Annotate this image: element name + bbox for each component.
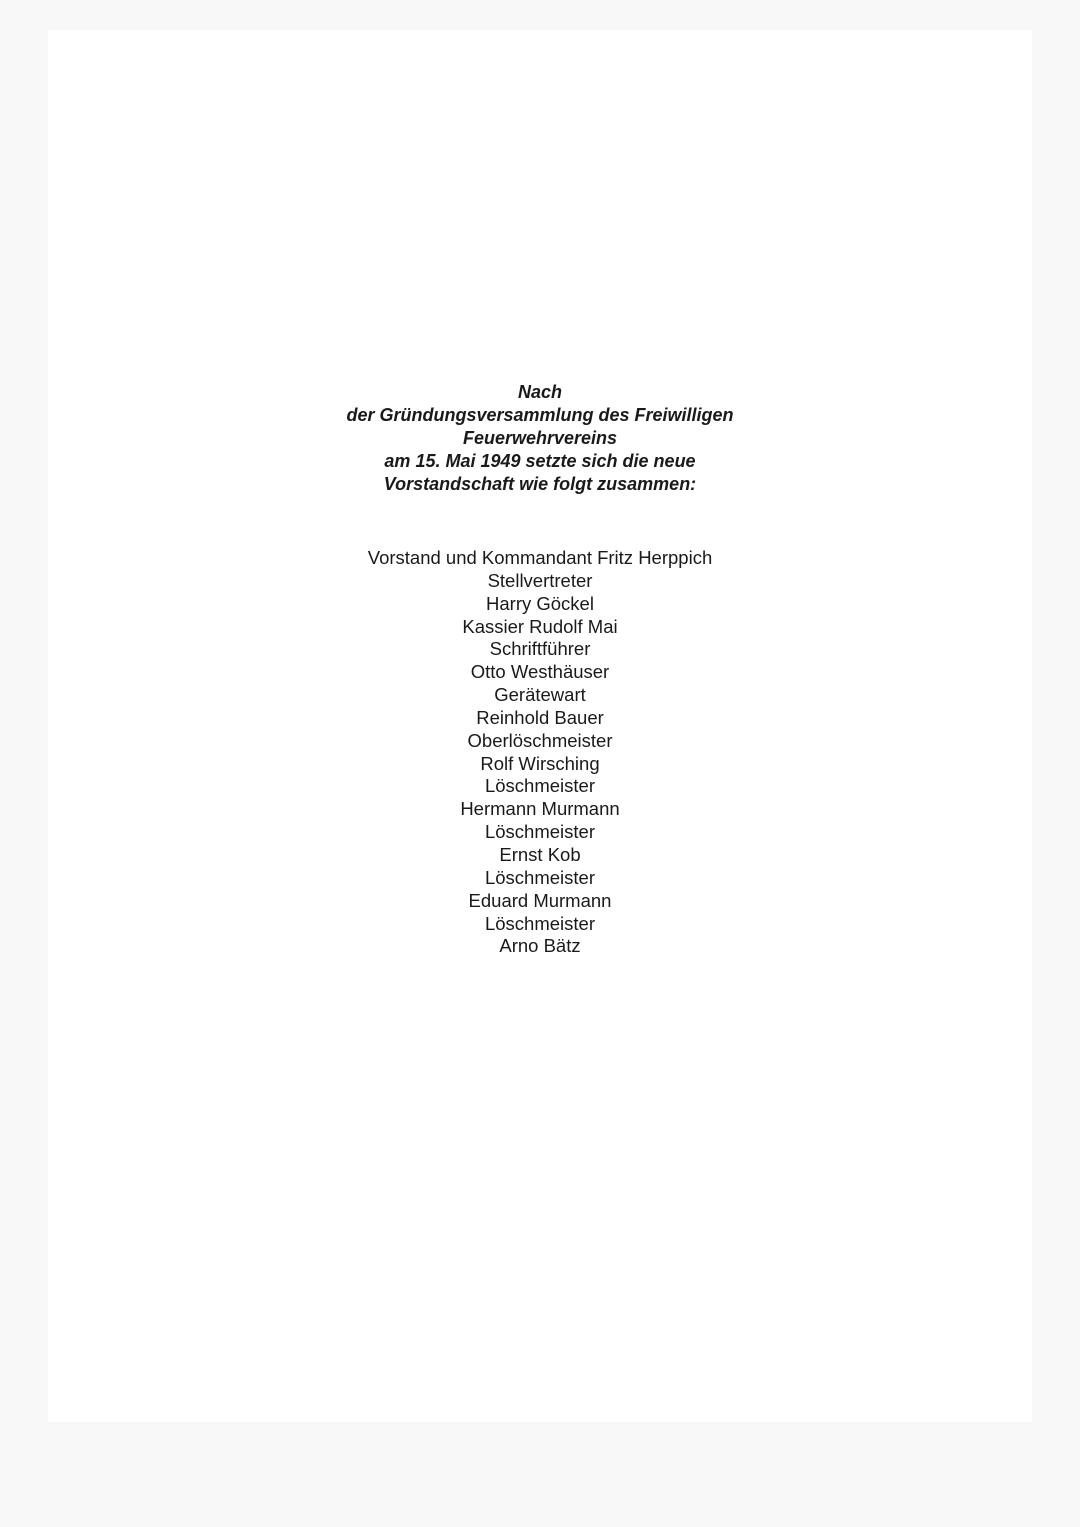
roster-line: Oberlöschmeister xyxy=(467,729,613,751)
heading-line: Vorstandschaft wie folgt zusammen: xyxy=(383,474,697,494)
roster-line: Löschmeister xyxy=(484,866,595,888)
document-page xyxy=(48,30,1032,1422)
roster-line: Löschmeister xyxy=(484,821,595,843)
roster-line: Rolf Wirsching xyxy=(480,752,600,774)
roster-line: Vorstand und Kommandant Fritz Herppich xyxy=(367,547,713,568)
roster-line: Otto Westhäuser xyxy=(470,661,610,683)
document-heading xyxy=(48,381,1032,496)
board-roster xyxy=(48,547,1032,958)
roster-line: Reinhold Bauer xyxy=(476,706,604,728)
roster-line: Schriftführer xyxy=(489,638,591,660)
roster-line: Stellvertreter xyxy=(487,569,593,591)
roster-line: Arno Bätz xyxy=(499,935,581,957)
roster-line: Gerätewart xyxy=(494,684,586,706)
roster-line: Hermann Murmann xyxy=(460,798,620,820)
heading-line: am 15. Mai 1949 setzte sich die neue xyxy=(384,451,696,471)
roster-line: Eduard Murmann xyxy=(468,889,612,911)
roster-line: Harry Göckel xyxy=(486,592,594,614)
heading-line: der Gründungsversammlung des Freiwilligen xyxy=(346,405,734,425)
roster-line: Löschmeister xyxy=(484,775,595,797)
roster-line: Kassier Rudolf Mai xyxy=(462,615,618,637)
heading-line: Feuerwehrvereins xyxy=(462,428,618,448)
heading-line: Nach xyxy=(517,382,562,402)
roster-line: Ernst Kob xyxy=(499,843,581,865)
roster-line: Löschmeister xyxy=(484,912,595,934)
